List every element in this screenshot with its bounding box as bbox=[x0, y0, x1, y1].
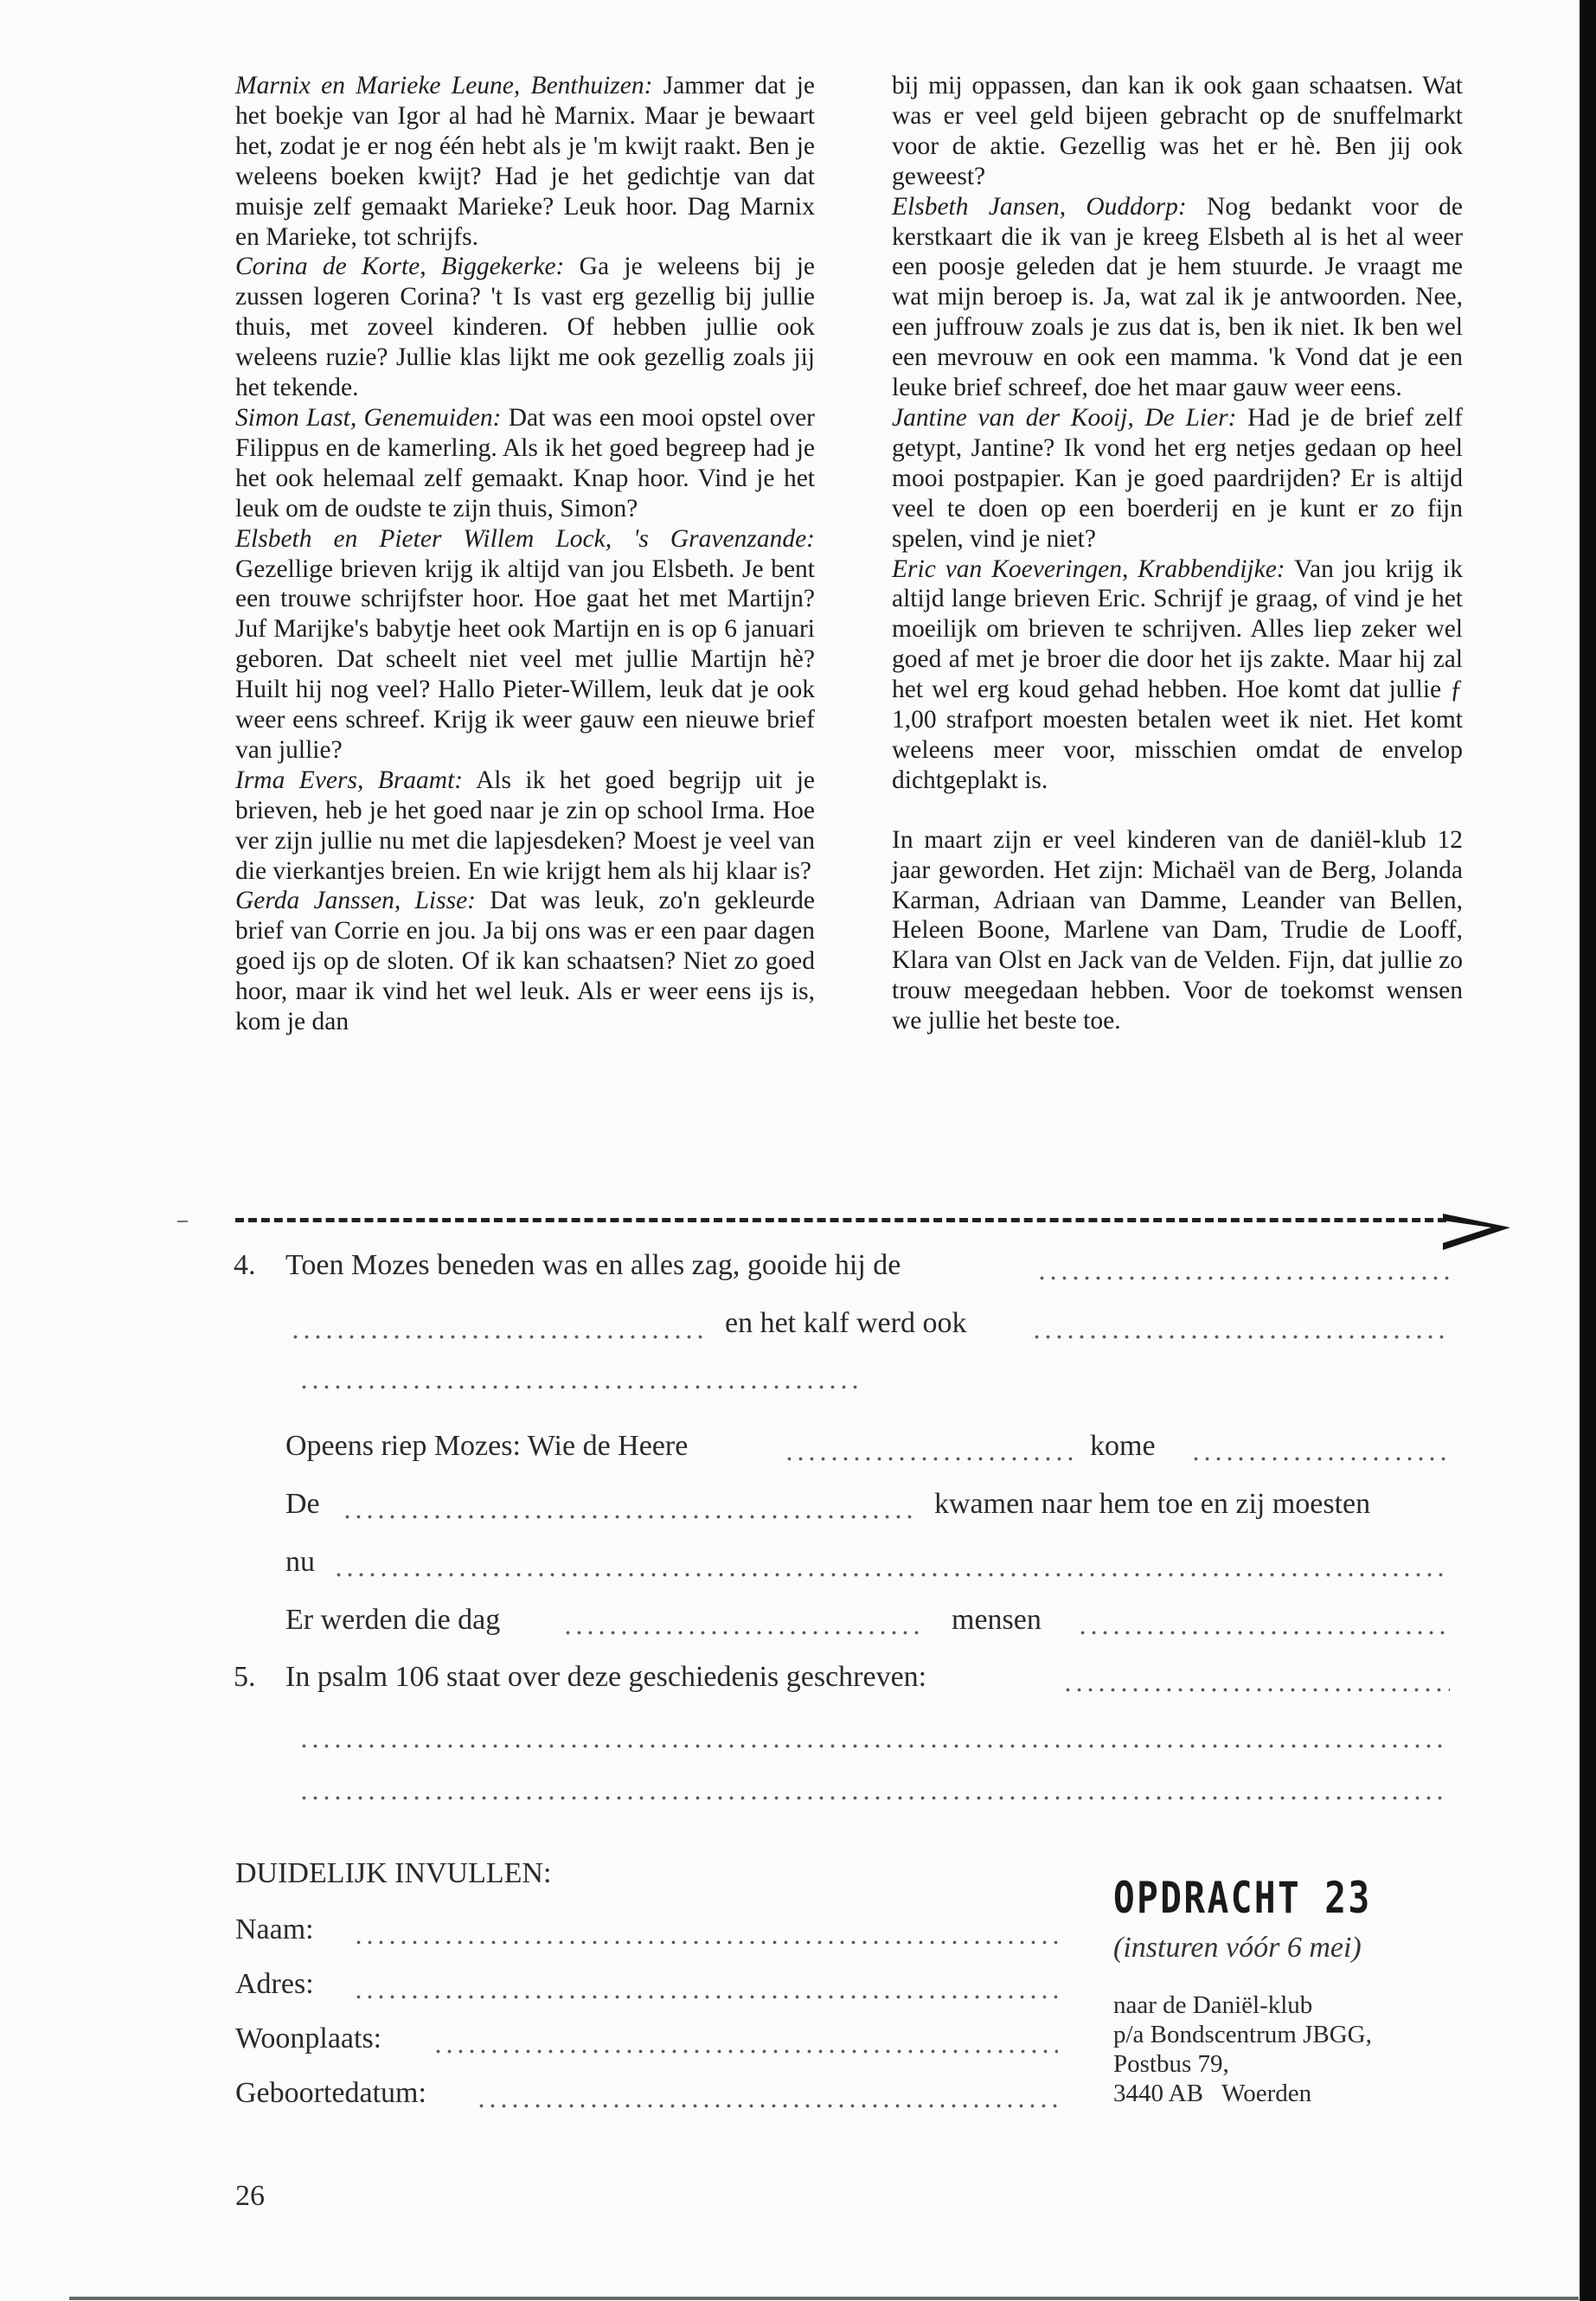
birthdate-field[interactable] bbox=[476, 2104, 1058, 2108]
letter-elsbeth-pieter bbox=[235, 524, 815, 766]
cut-line bbox=[235, 1218, 1446, 1222]
letter-continuation: bij mij oppassen, dan kan ik ook gaan schaatsen. Wat was er veel geld bijeen gebracht op de snuffelmarkt voor de aktie. Gezellig was het er hè. Ben jij ook geweest? bbox=[892, 72, 1463, 190]
question-4-line-6: nu bbox=[285, 1546, 315, 1578]
question-4-line-5a: De bbox=[285, 1488, 320, 1520]
question-4-line-4a: Opeens riep Mozes: Wie de Heere bbox=[285, 1430, 689, 1462]
answer-blank[interactable] bbox=[1190, 1457, 1450, 1461]
question-4-line-7a: Er werden die dag bbox=[285, 1604, 501, 1636]
answer-blank[interactable] bbox=[298, 1796, 1449, 1800]
name-field[interactable] bbox=[353, 1940, 1058, 1945]
letters-column-left bbox=[235, 71, 815, 1037]
address-line: Postbus 79, bbox=[1113, 2050, 1229, 2078]
letter-sender: Simon Last, Genemuiden: bbox=[235, 403, 502, 432]
letter-sender: Marnix en Marieke Leune, Benthuizen: bbox=[235, 72, 653, 99]
cut-arrow-icon bbox=[1443, 1188, 1512, 1253]
answer-blank[interactable] bbox=[290, 1335, 705, 1339]
letter-irma bbox=[235, 766, 815, 887]
field-name-label: Naam: bbox=[235, 1913, 314, 1945]
letter-body: Van jou krijg ik altijd lange brieven Eric. Schrijf je graag, of vind je het moeilijk om brieven te schrijven. Alles liep zeker wel goed af met je broer die door het ijs zakte. Maar hij zal het wel erg koud gehad hebben. Hoe komt dat jullie ƒ 1,00 strafport moesten betalen weet ik niet. Het komt weleens meer voor, misschien omdat de envelop dichtgeplakt is. bbox=[892, 554, 1464, 794]
question-5-number: 5. bbox=[234, 1661, 256, 1693]
question-4-line-5b: kwamen naar hem toe en zij moesten bbox=[934, 1488, 1371, 1520]
letter-sender: Elsbeth Jansen, Ouddorp: bbox=[892, 192, 1187, 221]
field-birthdate-label: Geboortedatum: bbox=[235, 2077, 426, 2109]
letter-body: Gezellige brieven krijg ik altijd van jou Elsbeth. Je bent een trouwe schrijfster hoor. Hoe gaat het met Martijn? Juf Marijke's babytje heet ook Martijn en is op 6 januari geboren. Dat scheelt niet veel met jullie Martijn hè? Huilt hij nog veel? Hallo Pieter-Willem, leuk dat je ook weer eens schreef. Krijg ik weer gauw een nieuwe brief van jullie? bbox=[235, 554, 815, 764]
address-line: naar de Daniël-klub bbox=[1113, 1991, 1313, 2019]
scan-bottom-line bbox=[69, 2297, 1579, 2300]
address-line: 3440 AB Woerden bbox=[1113, 2080, 1312, 2107]
city-field[interactable] bbox=[433, 2049, 1058, 2054]
question-4-line-1: Toen Mozes beneden was en alles zag, gooide hij de bbox=[285, 1249, 901, 1281]
letter-body: Als ik het goed begrijp uit je brieven, heb je het goed naar je zin op school Irma. Hoe ver zijn jullie nu met die lapjesdeken? Moest je veel van die vierkantjes breien. En wie krijgt hem als hij klaar is? bbox=[235, 766, 815, 885]
letters-column-right bbox=[892, 71, 1463, 1036]
letter-corina bbox=[235, 252, 815, 403]
question-4-line-2: en het kalf werd ook bbox=[725, 1307, 967, 1339]
question-4-number: 4. bbox=[234, 1249, 256, 1281]
letter-eric bbox=[892, 554, 1463, 796]
answer-blank[interactable] bbox=[1031, 1335, 1446, 1339]
assignment-title: OPDRACHT 23 bbox=[1113, 1873, 1372, 1923]
letter-simon bbox=[235, 403, 815, 524]
question-4-line-7b: mensen bbox=[952, 1604, 1042, 1636]
letter-elsbeth-jansen bbox=[892, 192, 1463, 403]
letter-body: Nog bedankt voor de kerstkaart die ik van je kreeg Elsbeth al is het al weer een poosje geleden dat je hem stuurde. Je vraagt me wat mijn beroep is. Ja, wat zal ik je antwoorden. Nee, een juffrouw zoals je zus dat is, ben ik niet. Ik ben wel een mevrouw en ook een mamma. 'k Vond dat je een leuke brief schreef, doe het maar gauw weer eens. bbox=[892, 192, 1464, 402]
letter-sender: Irma Evers, Braamt: bbox=[235, 766, 464, 794]
page-number: 26 bbox=[235, 2180, 265, 2212]
letter-marnix bbox=[235, 71, 815, 252]
field-city-label: Woonplaats: bbox=[235, 2022, 382, 2054]
birthday-note: In maart zijn er veel kinderen van de daniël-klub 12 jaar geworden. Het zijn: Michaël van de Berg, Jolanda Karman, Adriaan van Damme, Leander van Bellen, Heleen Boone, Marlene van Dam, Trudie de Looff, Klara van Olst en Jack van de Velden. Fijn, dat jullie zo trouw meegedaan hebben. Voor de toekomst wensen we jullie het beste toe. bbox=[892, 825, 1463, 1035]
letter-jantine bbox=[892, 403, 1463, 554]
paragraph-gap bbox=[892, 796, 1463, 825]
assignment-deadline: (insturen vóór 6 mei) bbox=[1113, 1932, 1362, 1964]
answer-blank[interactable] bbox=[342, 1515, 913, 1519]
letter-body: Ga je weleens bij je zussen logeren Corina? 't Is vast erg gezellig bij jullie thuis, met zoveel kinderen. Of hebben jullie ook weleens ruzie? Jullie klas lijkt me ook gezellig zoals jij het tekende. bbox=[235, 253, 815, 402]
fill-heading: DUIDELIJK INVULLEN: bbox=[235, 1857, 552, 1889]
answer-blank[interactable] bbox=[784, 1457, 1078, 1461]
letter-sender: Corina de Korte, Biggekerke: bbox=[235, 253, 565, 281]
field-address-label: Adres: bbox=[235, 1968, 314, 2000]
letter-sender: Eric van Koeveringen, Krabbendijke: bbox=[892, 554, 1285, 583]
address-field[interactable] bbox=[353, 1995, 1058, 1999]
answer-blank[interactable] bbox=[298, 1385, 861, 1389]
scan-edge-bar bbox=[1580, 0, 1596, 2301]
answer-blank[interactable] bbox=[562, 1631, 926, 1635]
answer-blank[interactable] bbox=[333, 1573, 1449, 1577]
cut-tick-mark bbox=[177, 1221, 188, 1222]
letter-sender: Gerda Janssen, Lisse: bbox=[235, 887, 476, 915]
answer-blank[interactable] bbox=[1062, 1688, 1450, 1692]
letter-sender: Elsbeth en Pieter Willem Lock, 's Gravenzande: bbox=[235, 524, 815, 553]
answer-blank[interactable] bbox=[1077, 1631, 1449, 1635]
answer-blank[interactable] bbox=[1036, 1276, 1450, 1280]
letter-gerda bbox=[235, 886, 815, 1037]
letter-body: Dat was leuk, zo'n gekleurde brief van Corrie en jou. Ja bij ons was er een paar dagen goed ijs op de sloten. Of ik kan schaatsen? Niet zo goed hoor, maar ik vind het wel leuk. Als er weer eens ijs is, kom je dan bbox=[235, 887, 815, 1036]
answer-blank[interactable] bbox=[298, 1744, 1449, 1748]
letter-body: Dat was een mooi opstel over Filippus en de kamerling. Als ik het goed begreep had je het ook helemaal zelf gemaakt. Knap hoor. Vind je het leuk om de oudste te zijn thuis, Simon? bbox=[235, 403, 815, 522]
letter-body: Had je de brief zelf getypt, Jantine? Ik vond het erg netjes gedaan op heel mooi postpapier. Kan je goed paardrijden? Er is altijd veel te doen op een boerderij en je kunt er zo fijn spelen, vind je niet? bbox=[892, 403, 1463, 553]
address-line: p/a Bondscentrum JBGG, bbox=[1113, 2021, 1372, 2048]
question-5-line-1: In psalm 106 staat over deze geschiedenis geschreven: bbox=[285, 1661, 927, 1693]
letter-sender: Jantine van der Kooij, De Lier: bbox=[892, 403, 1237, 432]
letter-body: Jammer dat je het boekje van Igor al had hè Marnix. Maar je bewaart het, zodat je er nog één hebt als je 'm kwijt raakt. Ben je weleens boeken kwijt? Had je het gedichtje van dat muisje zelf gemaakt Marieke? Leuk hoor. Dag Marnix en Marieke, tot schrijfs. bbox=[235, 72, 815, 251]
question-4-line-4b: kome bbox=[1090, 1430, 1156, 1462]
